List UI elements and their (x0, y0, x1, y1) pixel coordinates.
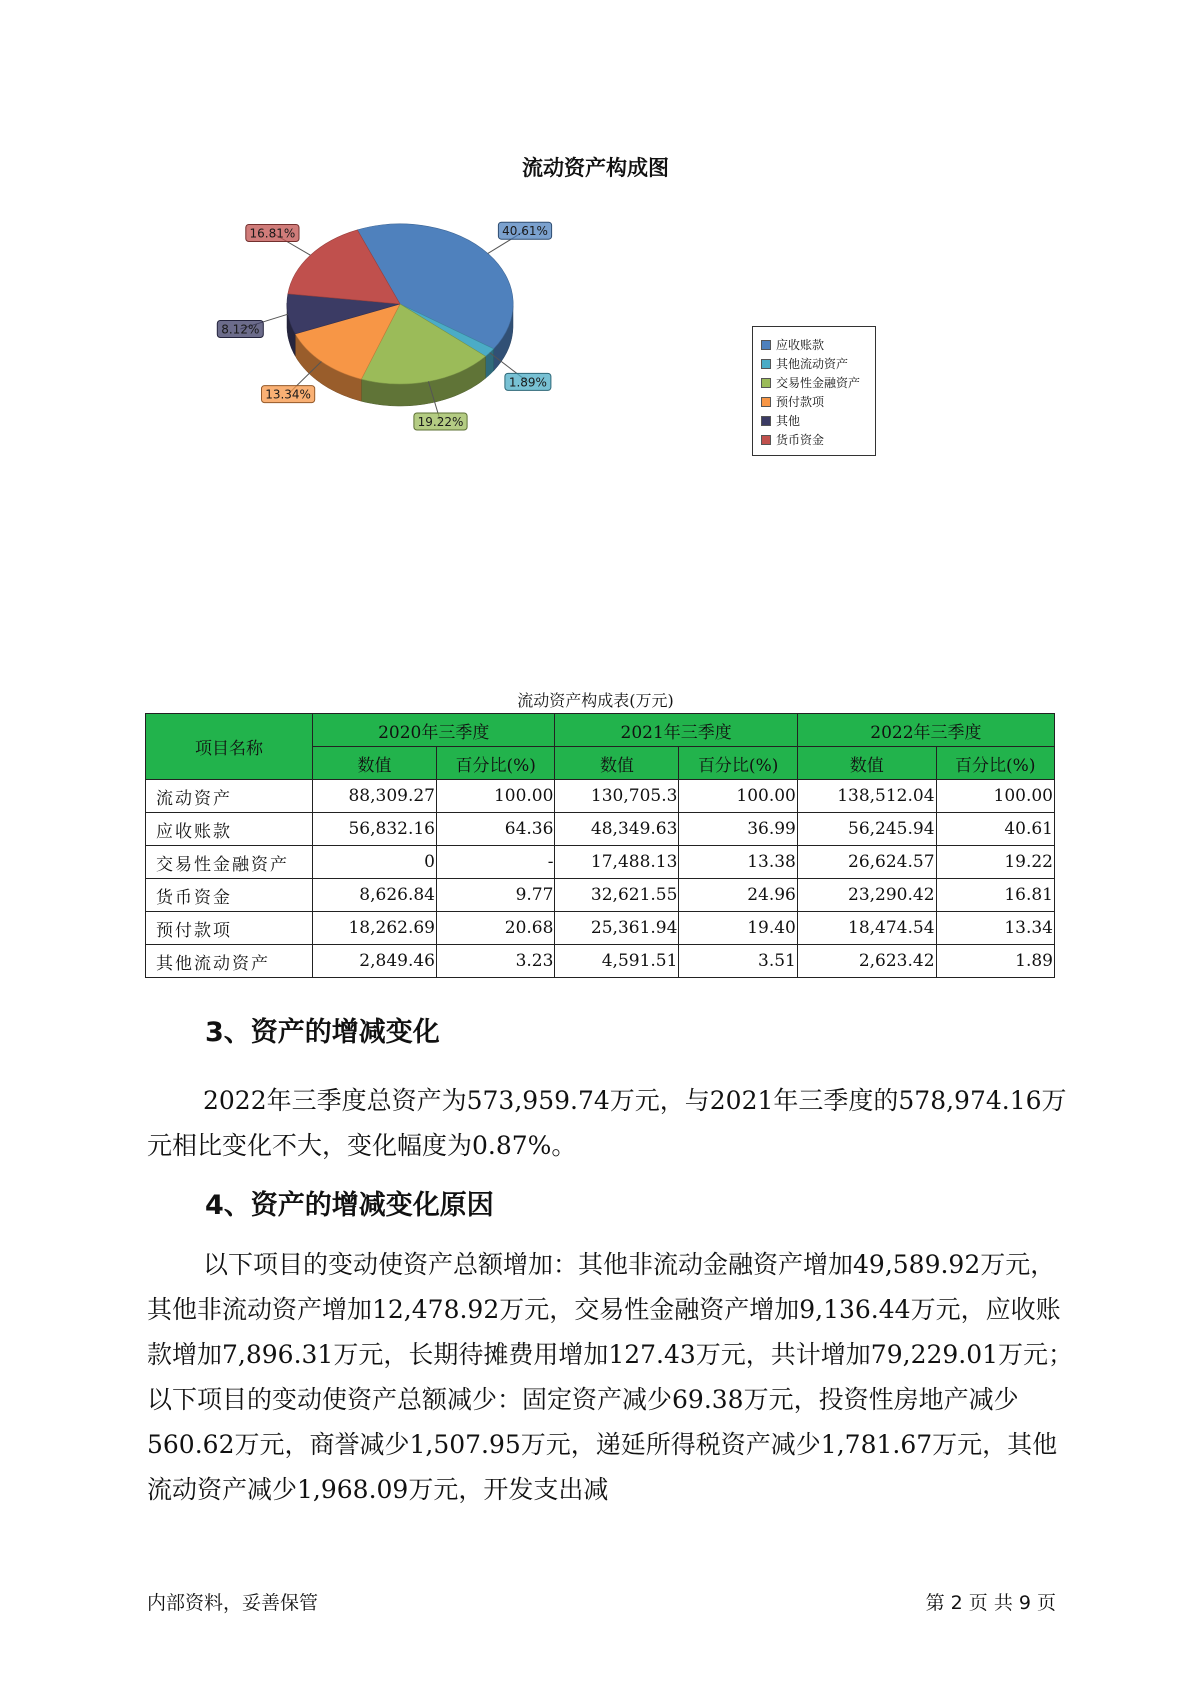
section3-paragraph: 2022年三季度总资产为573,959.74万元，与2021年三季度的578,974.16万元相比变化不大，变化幅度为0.87%。 (147, 1086, 1067, 1160)
header-item: 项目名称 (146, 714, 313, 780)
cell-percent: 100.00 (437, 780, 555, 813)
legend-item (761, 373, 875, 392)
chart-title: 流动资产构成图 (522, 156, 669, 180)
legend-label: 预付款项 (776, 395, 825, 409)
cell-value: 4,591.51 (555, 945, 679, 978)
header-value: 数值 (313, 747, 437, 780)
table-row (146, 945, 1055, 978)
legend-swatch (761, 378, 771, 388)
footer-confidential: 内部资料，妥善保管 (147, 1592, 319, 1614)
cell-value: 32,621.55 (555, 879, 679, 912)
legend-label: 其他流动资产 (776, 357, 849, 371)
cell-value: 130,705.3 (555, 780, 679, 813)
cell-value: 0 (313, 846, 437, 879)
legend-swatch (761, 397, 771, 407)
cell-value: 25,361.94 (555, 912, 679, 945)
header-percent: 百分比(%) (437, 747, 555, 780)
cell-percent: 100.00 (936, 780, 1054, 813)
legend-item (761, 411, 875, 430)
header-value: 数值 (555, 747, 679, 780)
cell-percent: 9.77 (437, 879, 555, 912)
legend-label: 应收账款 (776, 338, 825, 352)
table-caption: 流动资产构成表(万元) (517, 691, 674, 710)
legend-label: 货币资金 (776, 433, 825, 447)
table-row (146, 879, 1055, 912)
cell-percent: 19.40 (679, 912, 797, 945)
header-period: 2021年三季度 (555, 714, 797, 747)
cell-value: 2,623.42 (797, 945, 936, 978)
cell-value: 138,512.04 (797, 780, 936, 813)
current-assets-table (145, 713, 1055, 978)
legend-swatch (761, 359, 771, 369)
row-label: 货币资金 (146, 879, 313, 912)
legend-item (761, 392, 875, 411)
data-label: 1.89% (508, 375, 547, 390)
section4-paragraph: 以下项目的变动使资产总额增加：其他非流动金融资产增加49,589.92万元，其他非流动资产增加12,478.92万元，交易性金融资产增加9,136.44万元，应收账款增加7,896.31万元，长期待摊费用增加127.43万元，共计增加79,229.01万元；以下项目的变动使资产总额减少：固定资产减少69.38万元，投资性房地产减少560.62万元，商誉减少1,507.95万元，递延所得税资产减少1,781.67万元，其他流动资产减少1,968.09万元，开发支出减 (147, 1250, 1074, 1504)
pie-chart (200, 190, 660, 450)
cell-value: 48,349.63 (555, 813, 679, 846)
section4-heading: 4、资产的增减变化原因 (205, 1190, 494, 1221)
cell-percent: 3.23 (437, 945, 555, 978)
cell-percent: 16.81 (936, 879, 1054, 912)
legend-label: 交易性金融资产 (776, 376, 861, 390)
cell-percent: 20.68 (437, 912, 555, 945)
legend-swatch (761, 416, 771, 426)
row-label: 其他流动资产 (146, 945, 313, 978)
section3-heading: 3、资产的增减变化 (205, 1017, 440, 1048)
cell-value: 88,309.27 (313, 780, 437, 813)
data-label: 40.61% (502, 224, 548, 239)
legend-item (761, 354, 875, 373)
row-label: 预付款项 (146, 912, 313, 945)
table-row (146, 813, 1055, 846)
legend-swatch (761, 435, 771, 445)
header-period: 2022年三季度 (797, 714, 1054, 747)
cell-percent: 64.36 (437, 813, 555, 846)
legend-item (761, 430, 875, 449)
cell-percent: 36.99 (679, 813, 797, 846)
header-value: 数值 (797, 747, 936, 780)
legend-swatch (761, 340, 771, 350)
cell-value: 17,488.13 (555, 846, 679, 879)
cell-value: 56,245.94 (797, 813, 936, 846)
row-label: 应收账款 (146, 813, 313, 846)
cell-percent: - (437, 846, 555, 879)
cell-percent: 40.61 (936, 813, 1054, 846)
cell-value: 56,832.16 (313, 813, 437, 846)
cell-value: 8,626.84 (313, 879, 437, 912)
cell-percent: 100.00 (679, 780, 797, 813)
data-label: 13.34% (265, 387, 311, 402)
cell-percent: 13.38 (679, 846, 797, 879)
cell-percent: 24.96 (679, 879, 797, 912)
data-label: 8.12% (221, 322, 260, 337)
cell-value: 23,290.42 (797, 879, 936, 912)
cell-value: 26,624.57 (797, 846, 936, 879)
cell-value: 18,474.54 (797, 912, 936, 945)
row-label: 流动资产 (146, 780, 313, 813)
header-period: 2020年三季度 (313, 714, 555, 747)
data-label: 19.22% (417, 415, 464, 429)
pie-top (287, 224, 513, 384)
cell-percent: 1.89 (936, 945, 1054, 978)
table-row (146, 780, 1055, 813)
cell-value: 18,262.69 (313, 912, 437, 945)
footer-page-number: 第 2 页 共 9 页 (925, 1592, 1056, 1614)
cell-percent: 13.34 (936, 912, 1054, 945)
chart-legend (752, 326, 876, 456)
header-percent: 百分比(%) (936, 747, 1054, 780)
data-label: 16.81% (249, 226, 296, 241)
cell-percent: 3.51 (679, 945, 797, 978)
table-row (146, 846, 1055, 879)
legend-item (761, 335, 875, 354)
header-percent: 百分比(%) (679, 747, 797, 780)
table-row (146, 912, 1055, 945)
legend-label: 其他 (776, 414, 801, 428)
cell-percent: 19.22 (936, 846, 1054, 879)
row-label: 交易性金融资产 (146, 846, 313, 879)
cell-value: 2,849.46 (313, 945, 437, 978)
